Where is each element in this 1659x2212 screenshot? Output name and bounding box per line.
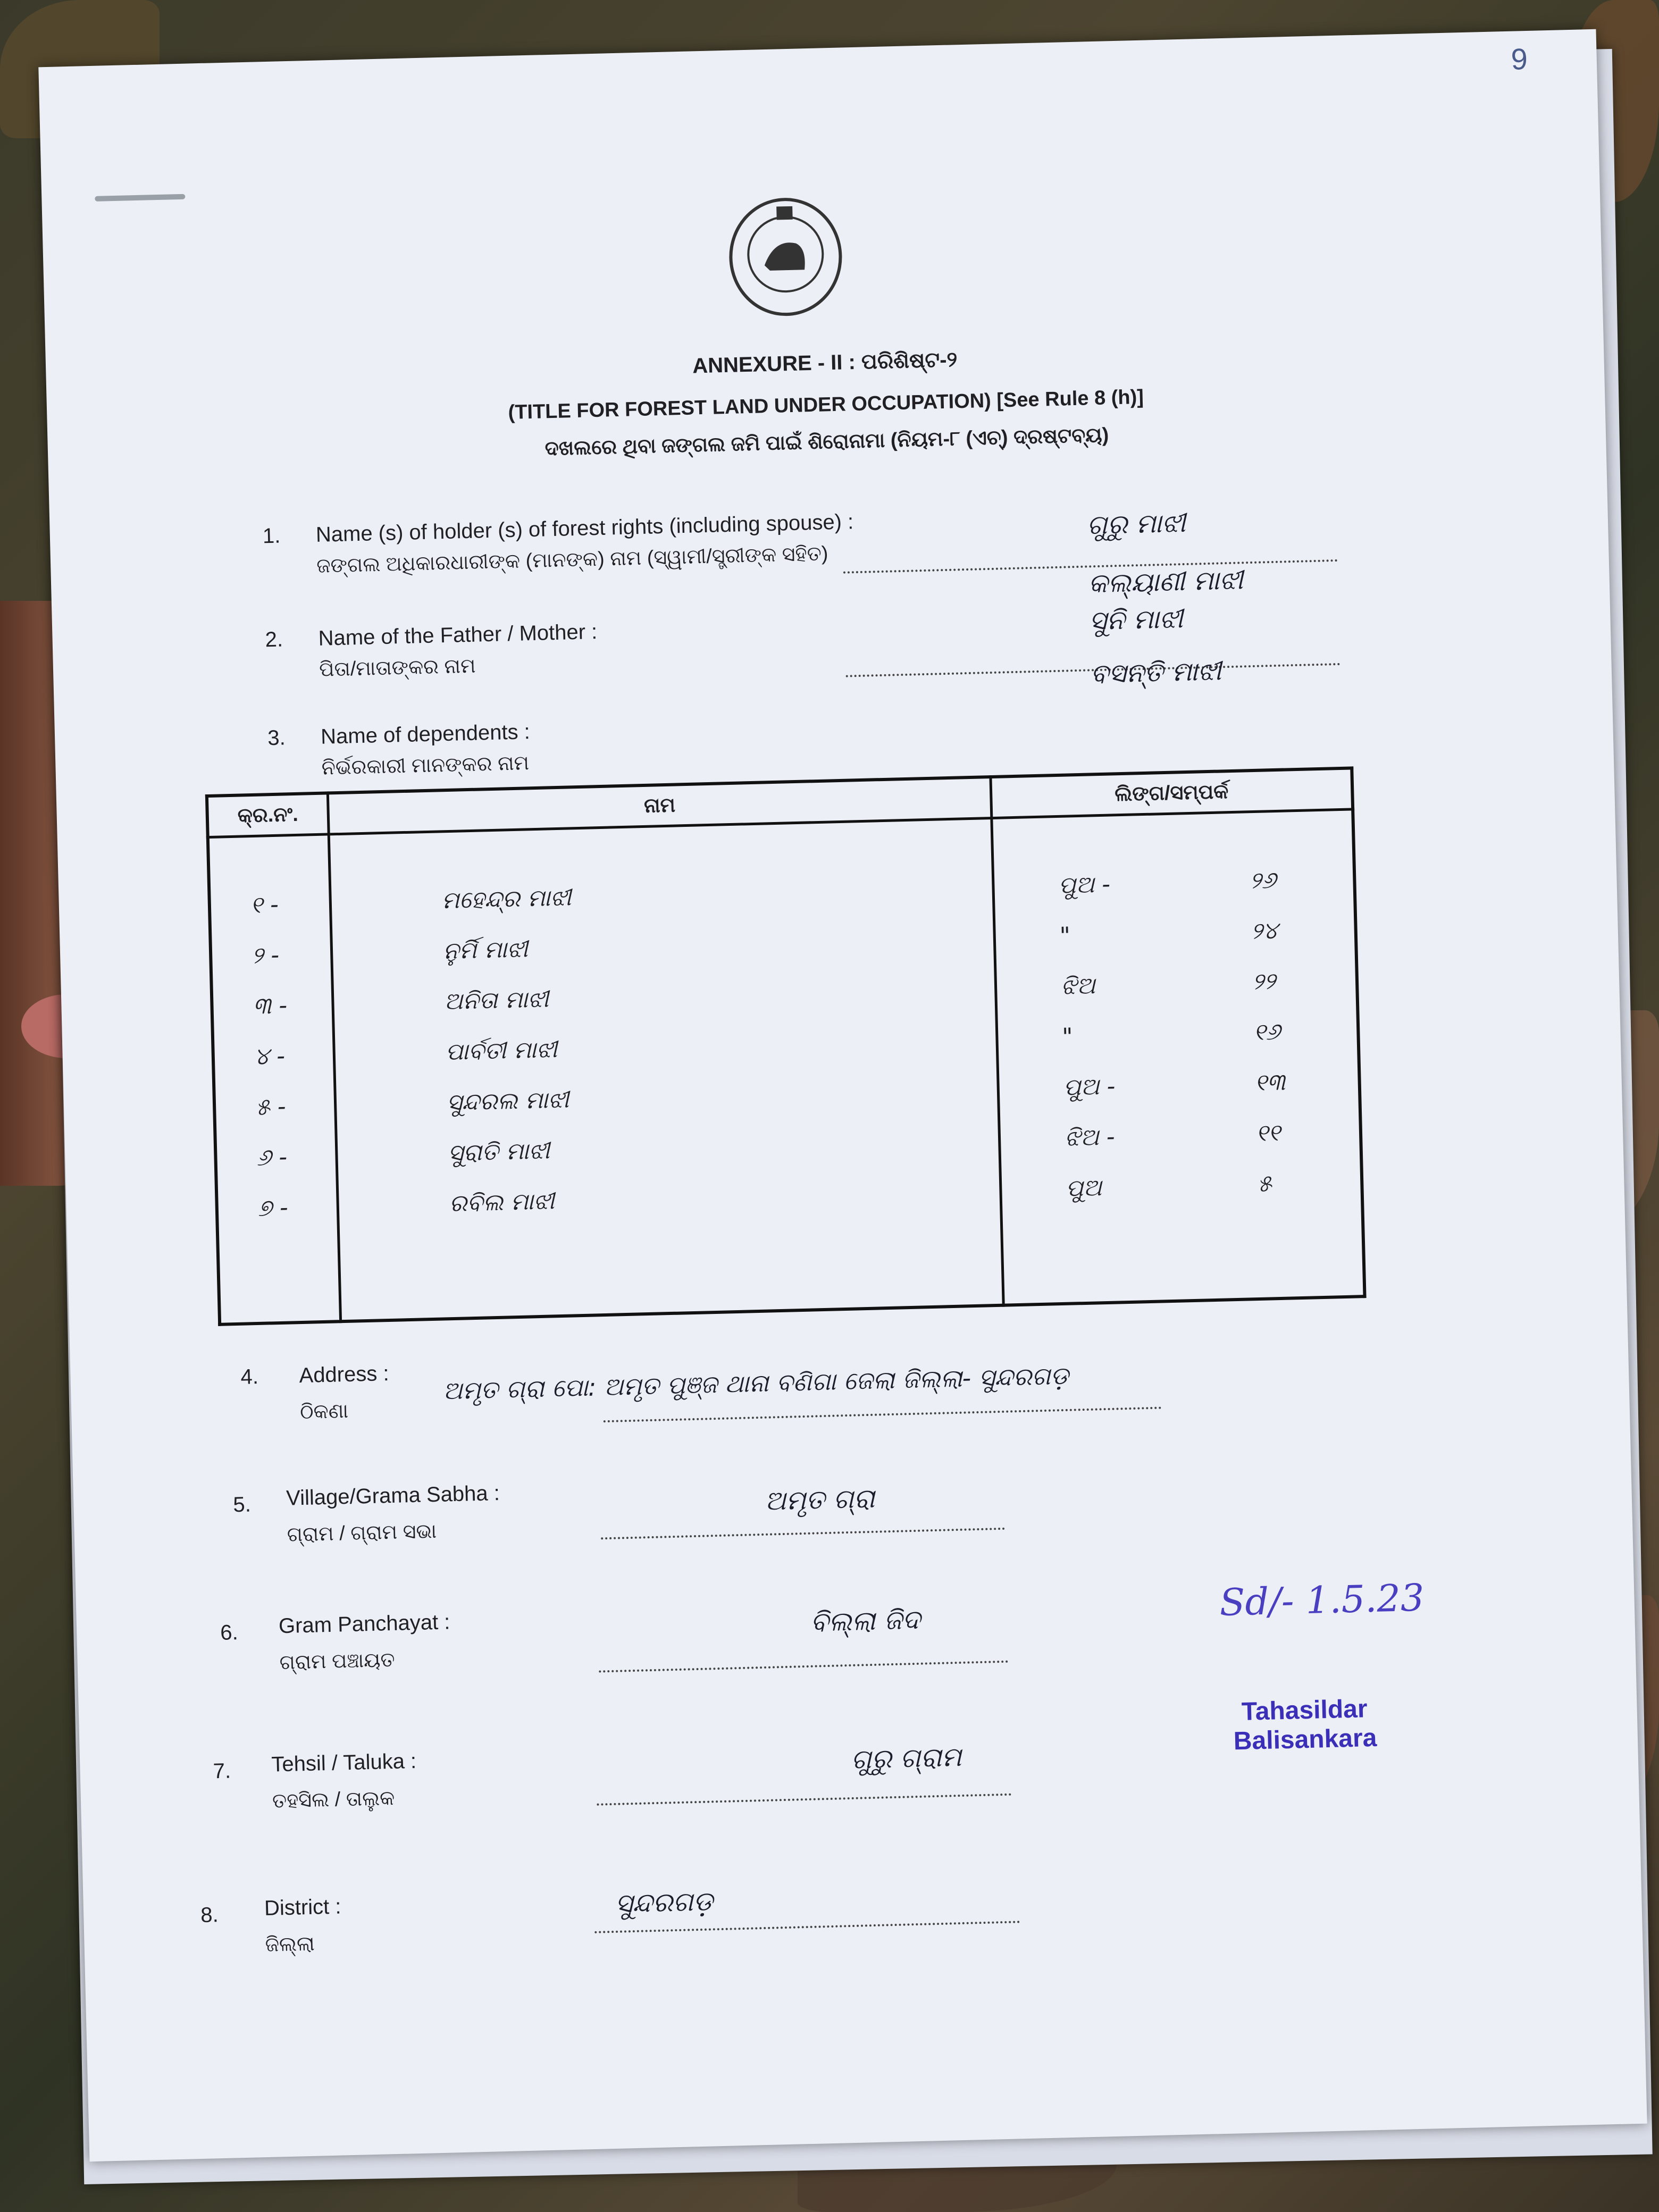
- dependent-relation: ": [1059, 922, 1071, 950]
- col-header-sno: କ୍ର.ନଂ.: [207, 793, 329, 837]
- tehsil-label-odia: ତହସିଲ / ତାଲୁକ: [272, 1787, 395, 1813]
- field-number: 3.: [267, 726, 286, 750]
- field-number: 7.: [213, 1759, 231, 1783]
- dependent-name: ସୁରାତି ମାଝୀ: [447, 1137, 550, 1167]
- annexure-heading: ANNEXURE - II : ପରିଶିଷ୍ଟ-୨: [692, 348, 958, 378]
- village-label-odia: ଗ୍ରାମ / ଗ୍ରାମ ସଭା: [287, 1520, 437, 1546]
- dependent-name: ନୁର୍ମି ମାଝୀ: [442, 935, 529, 965]
- col-header-name: ନାମ: [328, 777, 992, 834]
- stamp-line-1: Tahasildar: [1241, 1695, 1368, 1727]
- dependents-label-odia: ନିର୍ଭରକାରୀ ମାନଙ୍କର ନାମ: [321, 752, 530, 780]
- holder-name-label-odia: ଜଙ୍ଗଲ ଅଧିକାରଧାରୀଙ୍କ (ମାନଙ୍କ) ନାମ (ସ୍ୱାମୀ/ସ୍ତ୍ରୀଙ୍କ ସହିତ): [316, 542, 828, 577]
- holder-name-label: Name (s) of holder (s) of forest rights (including spouse) :: [315, 510, 854, 547]
- dependent-age: ୨୪: [1251, 917, 1278, 945]
- odisha-emblem-icon: [728, 197, 843, 317]
- col-header-relation: ଲିଙ୍ଗ/ସମ୍ପର୍କ: [991, 768, 1353, 818]
- district-label-odia: ଜିଲ୍ଲା: [265, 1932, 315, 1957]
- stamp-line-2: Balisankara: [1233, 1723, 1377, 1756]
- tehsil-line: [597, 1794, 1011, 1806]
- district-value: ସୁନ୍ଦରଗଡ଼: [615, 1886, 714, 1919]
- dependent-relation: ପୁଅ: [1065, 1174, 1102, 1202]
- dependent-sno: ୩ -: [252, 992, 288, 1020]
- dependent-sno: ୭ -: [257, 1194, 289, 1222]
- field-number: 6.: [220, 1621, 239, 1645]
- dependent-name: ରବିଲ ମାଝୀ: [449, 1187, 555, 1218]
- dependents-table: [205, 766, 1367, 1326]
- parent-name-value-1: ସୁନି ମାଝୀ: [1088, 603, 1184, 636]
- holder-name-value-2: କଲ୍ୟାଣୀ ମାଝୀ: [1087, 564, 1244, 599]
- dependent-age: ୨୨: [1252, 968, 1276, 996]
- address-label: Address :: [299, 1362, 390, 1388]
- district-line: [594, 1921, 1020, 1933]
- staple: [95, 194, 185, 202]
- village-line: [601, 1528, 1005, 1540]
- panchayat-label: Gram Panchayat :: [278, 1610, 450, 1638]
- field-number: 1.: [262, 524, 281, 548]
- dependent-age: ୫: [1256, 1170, 1272, 1198]
- dependent-age: ୧୩: [1254, 1068, 1286, 1097]
- dependent-relation: ପୁଅ -: [1063, 1073, 1116, 1101]
- parent-name-label: Name of the Father / Mother :: [318, 620, 598, 650]
- title-english: (TITLE FOR FOREST LAND UNDER OCCUPATION) [See Rule 8 (h)]: [508, 386, 1144, 424]
- dependent-sno: ୧ -: [250, 891, 279, 919]
- address-value: ଅମୃତ ଗ୍ରା ପୋ: ଅମୃତ ପୁଞ୍ଜ ଥାନା ବଣିଗା ଜେଲା ଜିଲ୍ଲା- ସୁନ୍ଦରଗଡ଼: [442, 1361, 1069, 1405]
- district-label: District :: [264, 1895, 341, 1921]
- dependent-age: ୧୬: [1253, 1018, 1281, 1046]
- panchayat-value: ବିଲ୍ଲା ଜିଦ: [810, 1604, 921, 1638]
- dependent-age: ୨୬: [1249, 866, 1277, 895]
- tahasildar-signature: Sd/- 1.5.23: [1219, 1576, 1425, 1624]
- dependent-name: ସୁନ୍ଦରଲ ମାଝୀ: [446, 1086, 569, 1117]
- title-odia: ଦଖଲରେ ଥିବା ଜଙ୍ଗଲ ଜମି ପାଇଁ ଶିରୋନାମା (ନିୟମ-୮ (ଏଚ୍) ଦ୍ରଷ୍ଟବ୍ୟ): [544, 424, 1109, 460]
- dependent-sno: ୬ -: [256, 1143, 288, 1171]
- dependent-sno: ୨ -: [251, 941, 280, 970]
- holder-name-value-1: ଗୁରୁ ମାଝୀ: [1086, 507, 1186, 541]
- field-number: 8.: [200, 1903, 219, 1927]
- village-label: Village/Grama Sabha :: [286, 1481, 500, 1510]
- address-label-odia: ଠିକଣା: [299, 1400, 349, 1424]
- dependent-name: ମହେନ୍ଦ୍ର ମାଝୀ: [441, 884, 572, 915]
- dependent-sno: ୫ -: [255, 1093, 287, 1121]
- document-page: [38, 29, 1647, 2161]
- field-number: 5.: [232, 1493, 252, 1517]
- dependent-relation: ପୁଅ -: [1058, 870, 1111, 899]
- field-number: 4.: [240, 1365, 259, 1389]
- panchayat-label-odia: ଗ୍ରାମ ପଞ୍ଚାୟତ: [279, 1648, 396, 1674]
- address-line: [604, 1407, 1162, 1423]
- page-number: 9: [1510, 41, 1528, 76]
- dependent-relation: ": [1061, 1023, 1074, 1051]
- tahasildar-stamp: [1233, 1694, 1377, 1756]
- parent-name-value-2: ବସନ୍ତି ମାଝୀ: [1090, 655, 1222, 690]
- tehsil-label: Tehsil / Taluka :: [271, 1749, 417, 1777]
- dependent-relation: ଝିଅ: [1060, 972, 1096, 1000]
- dependents-label: Name of dependents :: [320, 720, 531, 749]
- dependent-sno: ୪ -: [254, 1042, 286, 1071]
- tehsil-value: ଗୁରୁ ଗ୍ରାମ: [850, 1741, 962, 1775]
- dependent-name: ପାର୍ବତୀ ମାଝୀ: [445, 1036, 558, 1066]
- dependent-name: ଅନିତା ମାଝୀ: [443, 985, 549, 1016]
- panchayat-line: [599, 1661, 1008, 1673]
- parent-name-label-odia: ପିତା/ମାତାଙ୍କର ନାମ: [319, 655, 476, 681]
- dependent-age: ୧୧: [1255, 1119, 1281, 1147]
- village-value: ଅମୃତ ଗ୍ରା: [764, 1482, 875, 1516]
- dependent-relation: ଝିଅ -: [1064, 1123, 1116, 1152]
- field-number: 2.: [265, 627, 283, 652]
